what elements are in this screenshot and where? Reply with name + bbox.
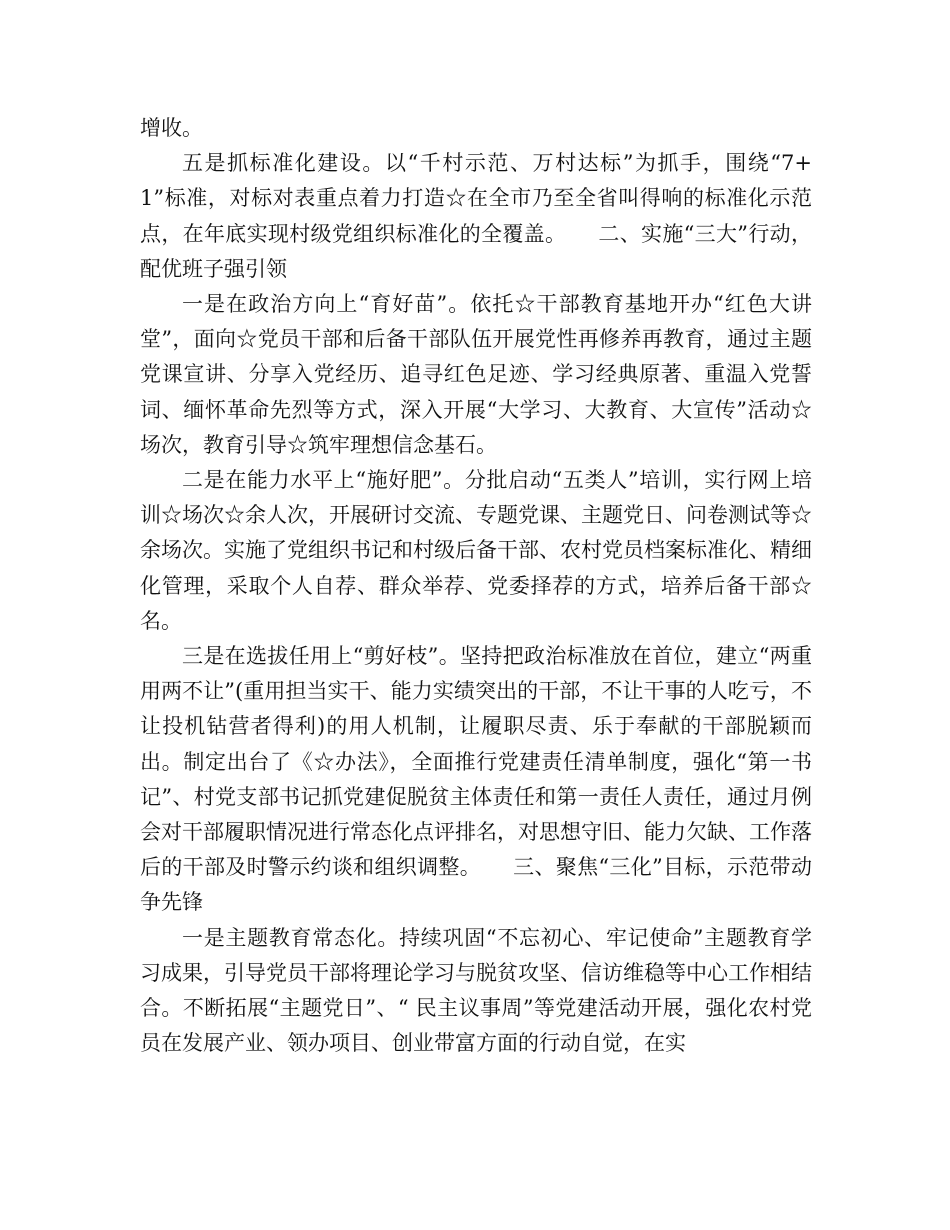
paragraph-standardization: 五是抓标准化建设。以“千村示范、万村达标”为抓手，围绕“7+1”标准，对标对表重点着力打造☆在全市乃至全省叫得响的标准化示范点，在年底实现村级党组织标准化的全覆盖。 二、实施“三大”行动，配优班子强引领: [140, 151, 812, 281]
paragraph-selection-appointment: 三是在选拔任用上“剪好枝”。坚持把政治标准放在首位，建立“两重用两不让”(重用担当实干、能力实绩突出的干部，不让干事的人吃亏，不让投机钻营者得利)的用人机制，让履职尽责、乐于奉献的干部脱颖而出。制定出台了《☆办法》，全面推行党建责任清单制度，强化“第一书记”、村党支部书记抓党建促脱贫主体责任和第一责任人责任，通过月例会对干部履职情况进行常态化点评排名，对思想守旧、能力欠缺、工作落后的干部及时警示约谈和组织调整。 三、聚焦“三化”目标，示范带动争先锋: [140, 644, 812, 915]
paragraph-political-direction: 一是在政治方向上“育好苗”。依托☆干部教育基地开办“红色大讲堂”，面向☆党员干部和后备干部队伍开展党性再修养再教育，通过主题党课宣讲、分享入党经历、追寻红色足迹、学习经典原著、重温入党誓词、缅怀革命先烈等方式，深入开展“大学习、大教育、大宣传”活动☆场次，教育引导☆筑牢理想信念基石。: [140, 292, 812, 457]
paragraph-continuation: 增收。: [140, 116, 203, 140]
document-body: [140, 111, 812, 1061]
paragraph-ability-level: 二是在能力水平上“施好肥”。分批启动“五类人”培训，实行网上培训☆场次☆余人次，开展研讨交流、专题党课、主题党日、问卷测试等☆余场次。实施了党组织书记和村级后备干部、农村党员档案标准化、精细化管理，采取个人自荐、群众举荐、党委择荐的方式，培养后备干部☆名。: [140, 468, 812, 633]
paragraph-theme-education: 一是主题教育常态化。持续巩固“不忘初心、牢记使命”主题教育学习成果，引导党员干部将理论学习与脱贫攻坚、信访维稳等中心工作相结合。不断拓展“主题党日”、“ 民主议事周”等党建活动开展，强化农村党员在发展产业、领办项目、创业带富方面的行动自觉，在实: [140, 925, 812, 1056]
